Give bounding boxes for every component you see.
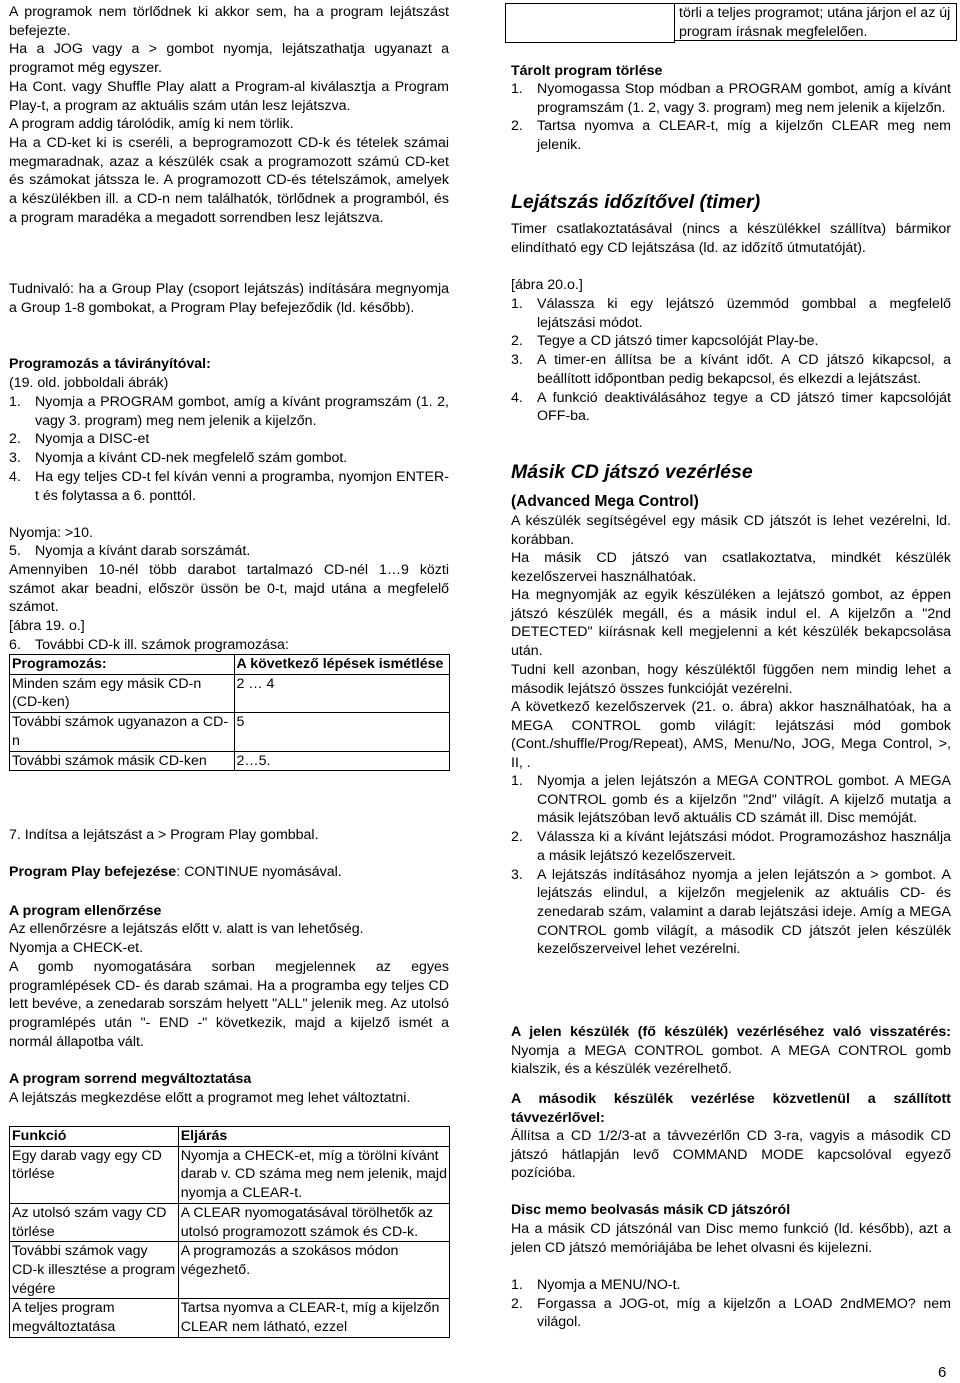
step5-note: Amennyiben 10-nél több darabot tartalmazó CD-nél 1…9 közti számot akar beadni, először üssön be 0-t, majd utána a megfelelő számot. [9, 562, 449, 616]
step-7: 7. Indítsa a lejátszást a > Program Play gombbal. [9, 827, 319, 843]
table-row [10, 751, 450, 771]
intro-p2: Ha a JOG vagy a > gombot nyomja, lejátszathatja ugyanazt a programot még egyszer. [9, 41, 449, 77]
step-5-list [9, 542, 449, 561]
table-header-row [10, 1127, 450, 1147]
timer-step-2: 2. Tegye a CD játszó timer kapcsolóját Play-be. [511, 333, 819, 350]
amc-p5: A következő kezelőszervek (21. o. ábra) akkor használhatóak, ha a MEGA CONTROL gomb világít: lejátszási mód gombok (Cont./shuffle/Prog/Repeat), AMS, Menu/No, JOG, Mega Control, >, II, . [511, 699, 951, 772]
page-number: 6 [938, 1364, 947, 1381]
timer-steps [511, 295, 951, 426]
table-cell: Az utolsó szám vagy CD törlése [10, 1203, 179, 1241]
intro-p3: Ha Cont. vagy Shuffle Play alatt a Program-al kiválasztja a Program Play-t, a program az aktuális szám után lesz lejátszva. [9, 78, 449, 114]
programming-table [9, 654, 450, 771]
disc-step-1: 1. Nyomja a MENU/NO-t. [511, 1277, 681, 1293]
amc-p1: A készülék segítségével egy másik CD játszót is lehet vezérelni, ld. korábban. [511, 513, 951, 548]
check-p2: Nyomja a CHECK-et. [9, 940, 144, 956]
amc-steps [511, 772, 951, 959]
remote-step-2: 2. Nyomja a DISC-et [9, 431, 150, 448]
order-heading: A program sorrend megváltoztatása [9, 1071, 252, 1087]
amc-step-3: 3. A lejátszás indításához nyomja a jelen lejátszón a > gombot. A lejátszás elindul, a kijelzőn megjelenik az aktuális CD- és zenedarab szám, valamint a darab lejátszási ideje. Amíg a MEGA CONTROL gomb világít, a második CD játszót jelen készülék kezelőszerveivel lehet vezérelni. [511, 866, 951, 958]
disc-steps [511, 1276, 951, 1332]
timer-paragraph: Timer csatlakoztatásával (nincs a készülékkel szállítva) bármikor elindítható egy CD lejátszása (ld. az időzítő útmutatóját). [511, 221, 951, 256]
second-remote-paragraph: Állítsa a CD 1/2/3-at a távvezérlőn CD 3-ra, vagyis a második CD játszó hátlapján levő COMMAND MODE kapcsolóval egyező pozícióba. [511, 1128, 951, 1182]
second-remote-heading: A második készülék vezérlése közvetlenül a szállított távvezérlővel: [511, 1091, 951, 1126]
remote-step-4: 4. Ha egy teljes CD-t fel kíván venni a programba, nyomjon ENTER-t és folytassa a 6. ponttól. [9, 468, 449, 504]
stored-step-2: 2. Tartsa nyomva a CLEAR-t, míg a kijelzőn CLEAR meg nem jelenik. [511, 118, 951, 154]
step-6-list [9, 636, 449, 655]
table-cell: Egy darab vagy egy CD törlése [10, 1146, 179, 1203]
table-header-row [10, 655, 450, 675]
table-header-cell: Eljárás [178, 1127, 449, 1147]
timer-fig-ref: [ábra 20.o.] [511, 277, 583, 293]
intro-p5: Ha a CD-ket ki is cseréli, a beprogramozott CD-k és tételek számai megmaradnak, azaz a készülék csak a programozott számú CD-ket és számokat játssza le. A programozott CD-és tételszámok, amelyek a készülékben ill. a CD-n nem találhatók, törlődnek a programból, és a program maradéka a megadott sorrendben lesz lejátszva. [9, 134, 449, 226]
amc-p4: Tudni kell azonban, hogy készüléktől függően nem mindig lehet a második lejátszó összes funkcióját vezérelni. [511, 662, 951, 697]
main-return-paragraph: A jelen készülék (fő készülék) vezérléséhez való visszatérés: Nyomja a MEGA CONTROL gombot. A MEGA CONTROL gomb kialszik, és a készülék vezérelhető. [511, 1024, 951, 1078]
remote-steps [9, 393, 449, 505]
intro-block [9, 3, 449, 227]
table-header-cell: Programozás: [10, 655, 235, 675]
table-row [10, 713, 450, 751]
table-header-cell: Funkció [10, 1127, 179, 1147]
intro-p4: A program addig tárolódik, amíg ki nem törlik. [9, 116, 294, 133]
amc-step-1: 1. Nyomja a jelen lejátszón a MEGA CONTROL gombot. A MEGA CONTROL gomb és a kijelzőn "2nd" világít. A kijelző mutatja a másik lejátszóban levő aktuális CD számát ill. Disc memóját. [511, 773, 951, 827]
intro-p1: A programok nem törlődnek ki akkor sem, ha a program lejátszást befejezte. [9, 4, 449, 39]
fig-19-ref: [ábra 19. o.] [9, 618, 85, 634]
note-paragraph: Tudnivaló: ha a Group Play (csoport lejátszás) indítására megnyomja a Group 1-8 gombokat, a Program Play befejeződik (ld. később). [9, 281, 449, 316]
table-cell: A CLEAR nyomogatásával törölhetők az utolsó programozott számok és CD-k. [178, 1203, 449, 1241]
table-cell: További számok vagy CD-k illesztése a program végére [10, 1242, 179, 1299]
order-table [9, 1126, 450, 1338]
check-heading: A program ellenőrzése [9, 903, 162, 919]
order-paragraph: A lejátszás megkezdése előtt a programot meg lehet változtatni. [9, 1090, 411, 1106]
table-cell: További számok ugyanazon a CD-n [10, 713, 235, 751]
remote-step-6: 6. További CD-k ill. számok programozása: [9, 637, 289, 653]
disc-step-2: 2. Forgassa a JOG-ot, míg a kijelzőn a LOAD 2ndMEMO? nem világol. [511, 1295, 951, 1331]
timer-title: Lejátszás időzítővel (timer) [511, 191, 761, 213]
amc-p2: Ha másik CD játszó van csatlakoztatva, mindkét készülék kezelőszervei használhatóak. [511, 550, 951, 585]
table-cell: Nyomja a CHECK-et, míg a törölni kívánt darab v. CD száma meg nem jelenik, majd nyomja a CLEAR-t. [178, 1146, 449, 1203]
timer-step-3: 3. A timer-en állítsa be a kívánt időt. A CD játszó kikapcsol, a beállított időpontban pedig bekapcsol, és elkezdi a lejátszást. [511, 352, 951, 387]
table-header-cell: A következő lépések ismétlése [234, 655, 449, 675]
press-10: Nyomja: >10. [9, 525, 93, 541]
timer-step-1: 1. Válasszа ki egy lejátszó üzemmód gombbal a megfelelő lejátszási módot. [511, 296, 951, 331]
table-row [10, 1203, 450, 1241]
other-cd-title: Másik CD játszó vezérlése [511, 461, 753, 483]
table-row [10, 1242, 450, 1299]
table-row [10, 1146, 450, 1203]
remote-step-1: 1. Nyomja a PROGRAM gombot, amíg a kívánt programszám (1. 2, vagy 3. program) meg nem jelenik a kijelzőn. [9, 394, 449, 429]
stored-step-1: 1. Nyomogassa Stop módban a PROGRAM gombot, amíg a kívánt programszám (1. 2, vagy 3. program) meg nem jelenik a kijelzőn. [511, 81, 951, 116]
remote-step-3: 3. Nyomja a kívánt CD-nek megfelelő szám gombot. [9, 450, 348, 467]
remote-ref: (19. old. jobboldali ábrák) [9, 375, 169, 391]
end-paragraph: Program Play befejezése: CONTINUE nyomásával. [9, 864, 342, 880]
stored-heading: Tárolt program törlése [511, 63, 663, 79]
amc-p3: Ha megnyomják az egyik készüléken a lejátszó gombot, az éppen játszó készülék megáll, és a másik indul el. A kijelzőn a "2nd DETECTED" kiírásnak kell megjelenni a két készülék bekapcsolása után. [511, 587, 951, 660]
check-p3: A gomb nyomogatására sorban megjelennek az egyes programlépések CD- és darab számai. Ha a programba egy teljes CD lett bevéve, a zenedarab sorszám helyett "ALL" jelenik meg. Az utolsó programlépés után "- END -" következik, majd a kijelző ismét a normál állapotba vált. [9, 959, 449, 1050]
continued-table-left-cell [505, 3, 675, 43]
stored-steps [511, 80, 951, 155]
disc-memo-heading: Disc memo beolvasás másik CD játszóról [511, 1202, 791, 1218]
table-cell: 5 [234, 713, 449, 751]
table-cell: 2 … 4 [234, 674, 449, 712]
remote-heading: Programozás a távirányítóval: [9, 356, 211, 372]
timer-step-4: 4. A funkció deaktiválásához tegye a CD játszó timer kapcsolóját OFF-ba. [511, 389, 951, 425]
continued-table-right-cell: törli a teljes programot; utána járjon el az új program írásnak megfelelően. [674, 3, 957, 41]
check-p1: Az ellenőrzésre a lejátszás előtt v. alatt is van lehetőség. [9, 921, 364, 937]
amc-step-2: 2. Válasszа ki a kívánt lejátszási módot. Programozáshoz használja a másik lejátszó kezelőszerveit. [511, 829, 951, 864]
table-cell: Minden szám egy másik CD-n (CD-ken) [10, 674, 235, 712]
table-cell: További számok másik CD-ken [10, 751, 235, 771]
table-cell: 2…5. [234, 751, 449, 771]
table-cell: Tartsa nyomva a CLEAR-t, míg a kijelzőn CLEAR nem látható, ezzel [178, 1299, 449, 1337]
table-row [10, 674, 450, 712]
table-cell: A teljes program megváltoztatása [10, 1299, 179, 1337]
table-cell: A programozás a szokásos módon végezhető. [178, 1242, 449, 1299]
table-row [10, 1299, 450, 1337]
remote-step-5: 5. Nyomja a kívánt darab sorszámát. [9, 543, 251, 559]
amc-heading: (Advanced Mega Control) [511, 493, 699, 510]
disc-memo-paragraph: Ha a másik CD játszónál van Disc memo funkció (ld. később), azt a jelen CD játszó memóriájába be lehet olvasni és kijelezni. [511, 1221, 951, 1256]
